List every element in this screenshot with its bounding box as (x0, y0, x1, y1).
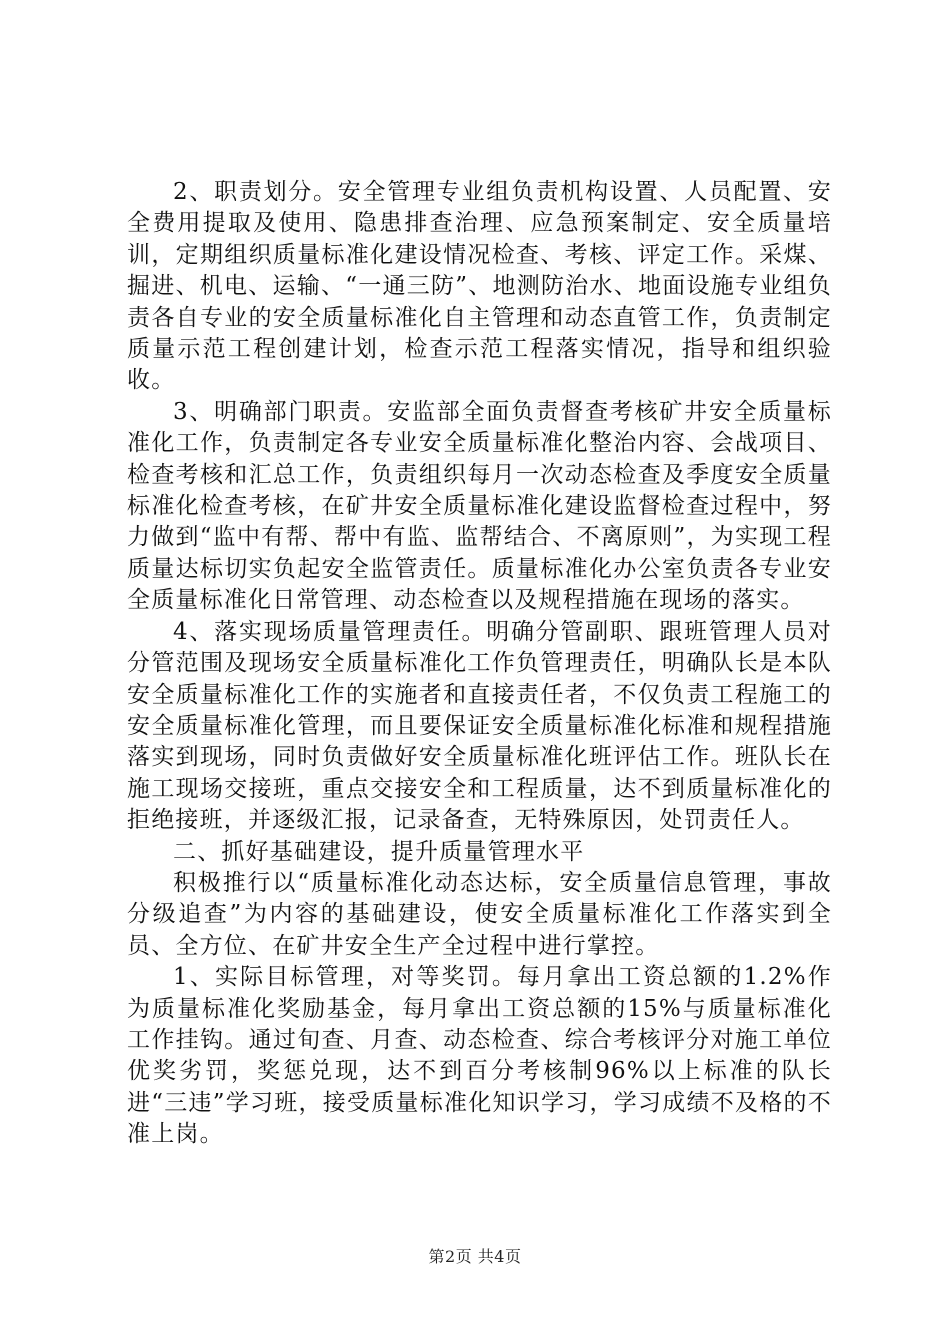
paragraph-onsite-responsibility: 4、落实现场质量管理责任。明确分管副职、跟班管理人员对分管范围及现场安全质量标准化工作负管理责任，明确队长是本队安全质量标准化工作的实施者和直接责任者，不仅负责工程施工的安全质量标准化管理，而且要保证安全质量标准化标准和规程措施落实到现场，同时负责做好安全质量标准化班评估工作。班队长在施工现场交接班，重点交接安全和工程质量，达不到质量标准化的拒绝接班，并逐级汇报，记录备查，无特殊原因，处罚责任人。 (127, 618, 832, 834)
paragraph-duty-division: 2、职责划分。安全管理专业组负责机构设置、人员配置、安全费用提取及使用、隐患排查治理、应急预案制定、安全质量培训，定期组织质量标准化建设情况检查、考核、评定工作。采煤、掘进、机电、运输、“一通三防”、地测防治水、地面设施专业组负责各自专业的安全质量标准化自主管理和动态直管工作，负责制定质量示范工程创建计划，检查示范工程落实情况，指导和组织验收。 (127, 179, 832, 394)
paragraph-target-management: 1、实际目标管理，对等奖罚。每月拿出工资总额的1.2%作为质量标准化奖励基金，每月拿出工资总额的15%与质量标准化工作挂钩。通过旬查、月查、动态检查、综合考核评分对施工单位优奖劣罚，奖惩兑现，达不到百分考核制96%以上标准的队长进“三违”学习班，接受质量标准化知识学习，学习成绩不及格的不准上岗。 (127, 964, 832, 1148)
paragraph-foundation-intro: 积极推行以“质量标准化动态达标，安全质量信息管理，事故分级追查”为内容的基础建设，使安全质量标准化工作落实到全员、全方位、在矿井安全生产全过程中进行掌控。 (127, 869, 832, 959)
page-number-footer: 第2页 共4页 (428, 1247, 522, 1266)
section-heading-foundation: 二、抓好基础建设，提升质量管理水平 (173, 838, 585, 865)
paragraph-department-duties: 3、明确部门职责。安监部全面负责督查考核矿井安全质量标准化工作，负责制定各专业安全质量标准化整治内容、会战项目、检查考核和汇总工作，负责组织每月一次动态检查及季度安全质量标准化检查考核，在矿井安全质量标准化建设监督检查过程中，努力做到“监中有帮、帮中有监、监帮结合、不离原则”，为实现工程质量达标切实负起安全监管责任。质量标准化办公室负责各专业安全质量标准化日常管理、动态检查以及规程措施在现场的落实。 (127, 398, 832, 614)
document-body (127, 177, 832, 1151)
